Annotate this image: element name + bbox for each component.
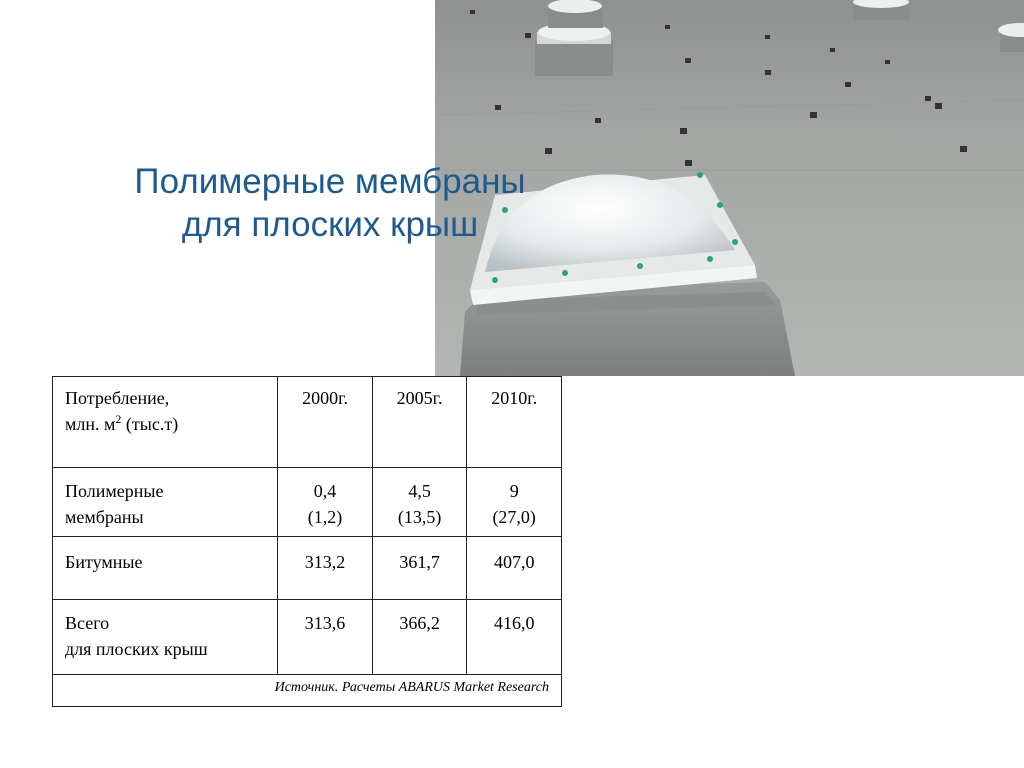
row-label-line: для плоских крыш xyxy=(65,639,208,659)
row-label-line: Полимерные xyxy=(65,481,164,501)
cell-value: 4,5 xyxy=(408,481,431,501)
source-note: Источник. Расчеты ABARUS Market Research xyxy=(53,675,562,707)
table-row xyxy=(53,600,562,675)
table-cell: 313,6 xyxy=(278,600,373,675)
consumption-table xyxy=(52,376,562,707)
table-cell xyxy=(467,468,562,537)
header-unit-prefix: млн. м xyxy=(65,414,116,434)
slide-title xyxy=(60,160,600,246)
table-cell xyxy=(372,468,467,537)
row-label-total xyxy=(53,600,278,675)
header-unit-suffix: (тыс.т) xyxy=(121,414,179,434)
cell-value-tonnes: (13,5) xyxy=(397,507,442,527)
table-cell xyxy=(278,468,373,537)
table-source-row xyxy=(53,675,562,707)
table-cell: 366,2 xyxy=(372,600,467,675)
cell-value: 9 xyxy=(509,481,519,501)
cell-value: 0,4 xyxy=(313,481,337,501)
table-row xyxy=(53,468,562,537)
cell-value-tonnes: (27,0) xyxy=(492,507,536,527)
cell-value-tonnes: (1,2) xyxy=(307,507,343,527)
header-year-2000: 2000г. xyxy=(278,377,373,468)
header-year-2010: 2010г. xyxy=(467,377,562,468)
table-cell: 313,2 xyxy=(278,537,373,600)
title-line-1: Полимерные мембраны xyxy=(134,162,526,201)
row-label-line: мембраны xyxy=(65,507,144,527)
row-label-bitumen: Битумные xyxy=(53,537,278,600)
table-cell: 407,0 xyxy=(467,537,562,600)
table-row xyxy=(53,537,562,600)
header-unit-superscript: 2 xyxy=(115,412,122,426)
header-label-line-1: Потребление, xyxy=(65,388,170,408)
header-label-cell xyxy=(53,377,278,468)
row-label-polymer xyxy=(53,468,278,537)
title-line-2: для плоских крыш xyxy=(181,205,479,244)
table-header-row xyxy=(53,377,562,468)
table-cell: 416,0 xyxy=(467,600,562,675)
header-label-line-2 xyxy=(65,411,265,437)
row-label-line: Всего xyxy=(65,613,110,633)
table-cell: 361,7 xyxy=(372,537,467,600)
header-year-2005: 2005г. xyxy=(372,377,467,468)
